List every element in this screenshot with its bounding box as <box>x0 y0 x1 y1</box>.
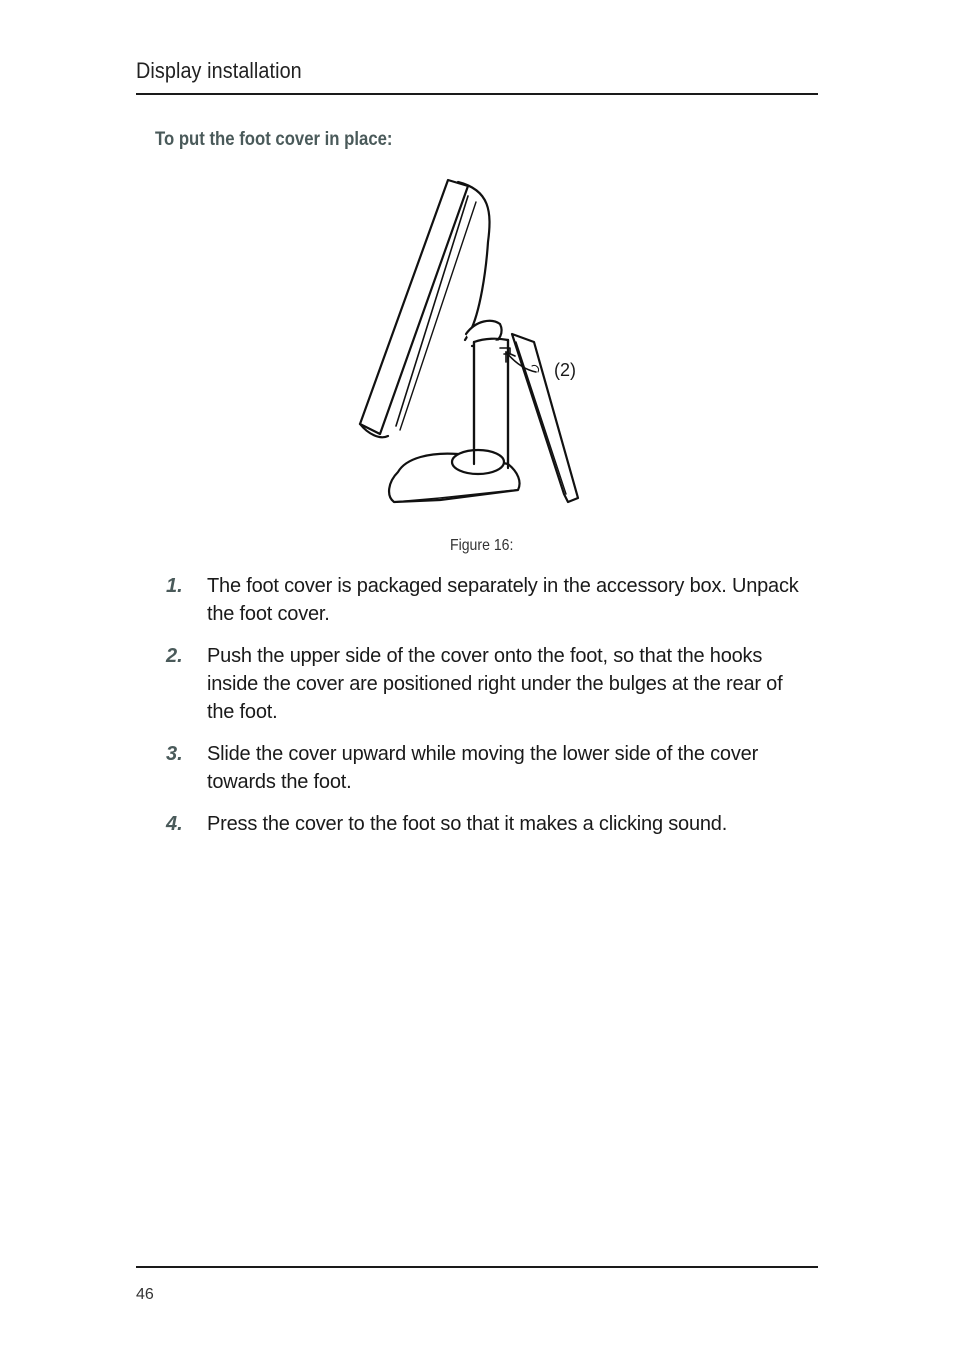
figure-caption: Figure 16: <box>450 537 514 554</box>
monitor-panel-outline <box>360 180 468 434</box>
step-number: 3. <box>166 743 183 765</box>
section-heading: To put the foot cover in place: <box>155 129 393 150</box>
step-number: 2. <box>166 645 183 667</box>
step-number: 1. <box>166 575 183 597</box>
footer-divider <box>136 1266 818 1268</box>
foot-base-hub <box>452 450 504 474</box>
page-number: 46 <box>136 1286 154 1303</box>
step-list <box>166 572 826 852</box>
list-item <box>166 642 826 726</box>
stand-neck <box>474 340 508 464</box>
step-text: Slide the cover upward while moving the lower side of the cover towards the foot. <box>207 743 759 793</box>
running-header: Display installation <box>136 58 302 83</box>
header-divider <box>136 93 818 95</box>
list-item <box>166 740 826 796</box>
step-text: Push the upper side of the cover onto the foot, so that the hooks inside the cover are positioned right under the bulges at the rear of the foot. <box>207 645 783 723</box>
list-item <box>166 810 826 838</box>
monitor-bezel-back <box>458 182 490 340</box>
step-number: 4. <box>166 813 183 835</box>
monitor-foot-cover-illustration <box>340 172 600 512</box>
figure-callout-label: (2) <box>554 360 576 380</box>
list-item <box>166 572 826 628</box>
step-text: The foot cover is packaged separately in the accessory box. Unpack the foot cover. <box>207 575 799 625</box>
step-text: Press the cover to the foot so that it makes a clicking sound. <box>207 813 728 835</box>
